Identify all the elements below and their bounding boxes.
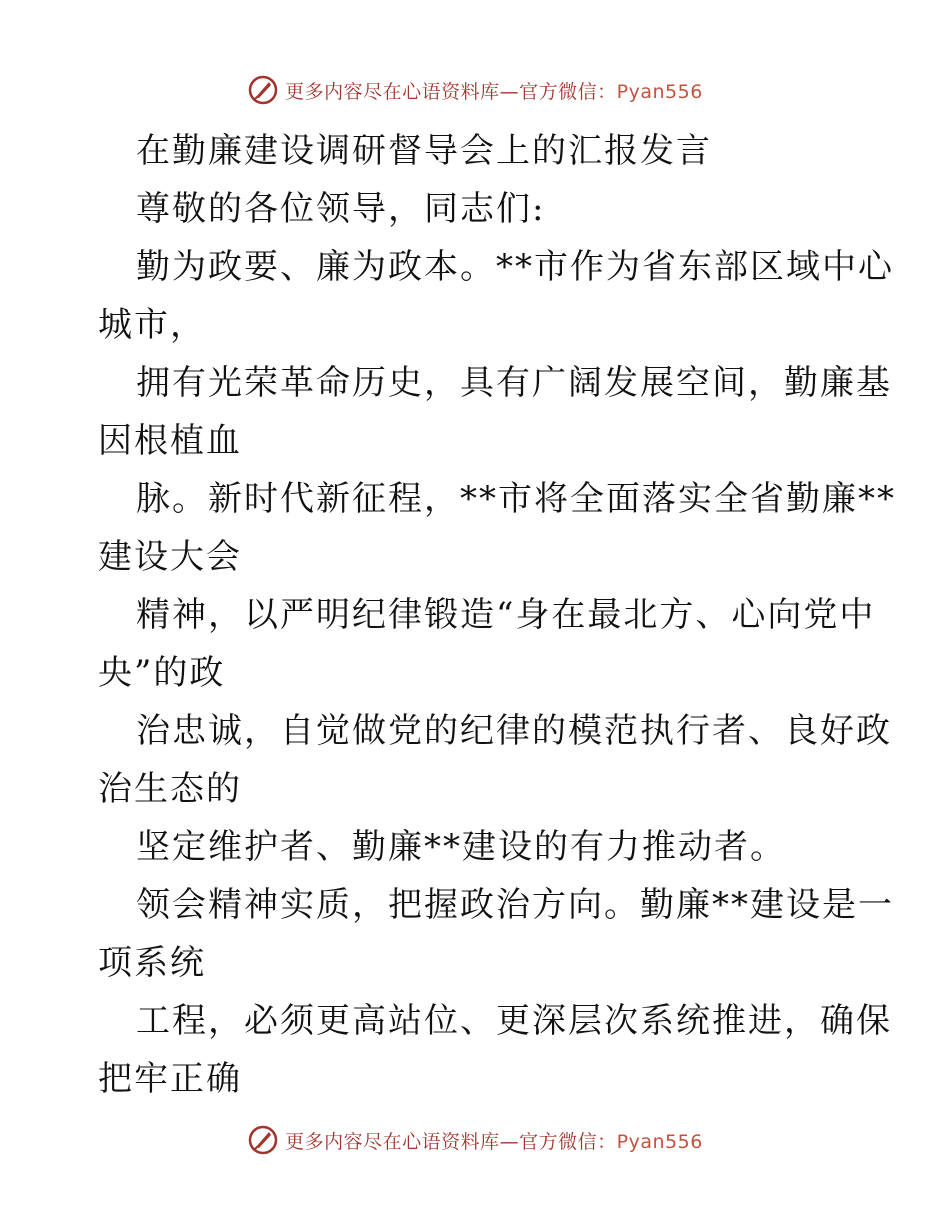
watermark-handle: Pyan556: [616, 1130, 703, 1153]
document-line: 领会精神实质，把握政治方向。勤廉**建设是一: [136, 885, 894, 925]
document-line: 精神，以严明纪律锻造“身在最北方、心向党中: [136, 595, 876, 635]
watermark-banner-bottom: [0, 1120, 950, 1160]
document-line: 拥有光荣革命历史，具有广阔发展空间，勤廉基: [136, 363, 892, 403]
document-line: 治忠诚，自觉做党的纪律的模范执行者、良好政: [136, 711, 892, 751]
document-line: 勤为政要、廉为政本。**市作为省东部区域中心: [136, 247, 894, 287]
document-line: 治生态的: [98, 769, 242, 809]
document-body: [98, 122, 896, 1108]
document-line: 项系统: [98, 943, 206, 983]
document-line: 工程，必须更高站位、更深层次系统推进，确保: [136, 1001, 892, 1041]
watermark-handle: Pyan556: [616, 80, 703, 103]
document-line: 央”的政: [98, 653, 226, 693]
document-line: 城市，: [98, 305, 206, 345]
watermark-banner-top: [0, 70, 950, 110]
watermark-text: 更多内容尽在心语资料库—官方微信：Pyan556: [285, 80, 703, 103]
document-line: 建设大会: [98, 537, 242, 577]
document-line: 尊敬的各位领导，同志们:: [136, 189, 546, 229]
feather-seal-icon: [247, 74, 279, 106]
watermark-text: 更多内容尽在心语资料库—官方微信：Pyan556: [285, 1130, 703, 1153]
document-line: 把牢正确: [98, 1059, 242, 1099]
document-line: 坚定维护者、勤廉**建设的有力推动者。: [136, 827, 786, 867]
feather-seal-icon: [247, 1124, 279, 1156]
document-line: 脉。新时代新征程，**市将全面落实全省勤廉**: [136, 479, 896, 519]
document-line: 因根植血: [98, 421, 242, 461]
document-line: 在勤廉建设调研督导会上的汇报发言: [136, 131, 712, 171]
